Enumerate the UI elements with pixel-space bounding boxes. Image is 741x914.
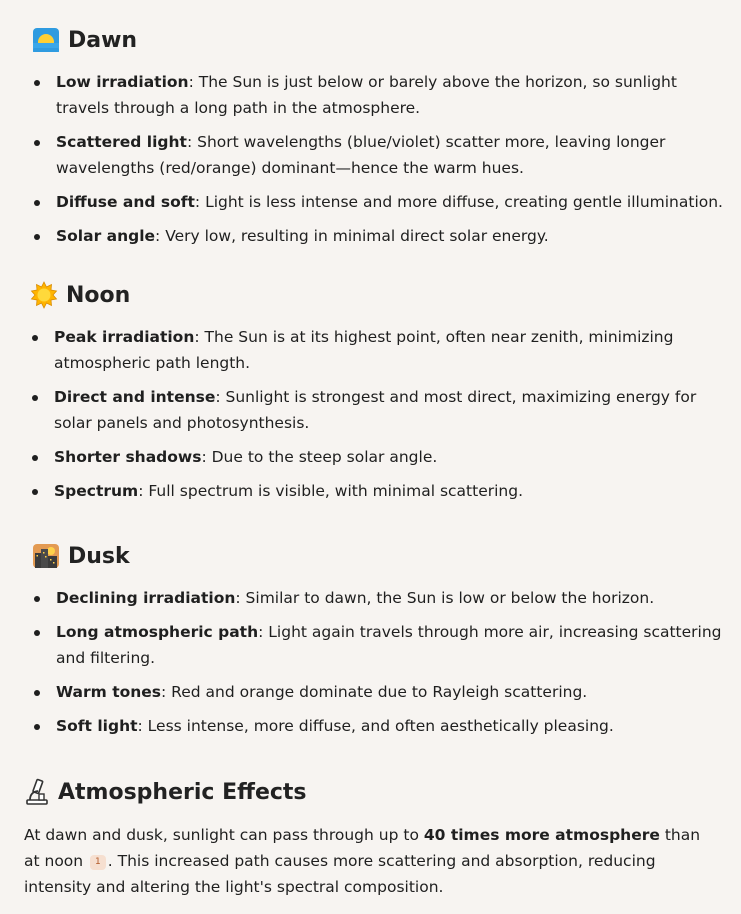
list-item: Declining irradiation: Similar to dawn, the Sun is low or below the horizon. bbox=[56, 585, 724, 611]
list-item: Direct and intense: Sunlight is strongest and most direct, maximizing energy for solar panels and photosynthesis. bbox=[54, 384, 724, 436]
dawn-section bbox=[0, 24, 741, 257]
effects-section bbox=[0, 776, 741, 900]
list-item: Spectrum: Full spectrum is visible, with minimal scattering. bbox=[54, 478, 724, 504]
effects-title: Atmospheric Effects bbox=[58, 779, 307, 805]
noon-list bbox=[54, 324, 724, 504]
list-item: Solar angle: Very low, resulting in minimal direct solar energy. bbox=[56, 223, 724, 249]
list-item: Shorter shadows: Due to the steep solar angle. bbox=[54, 444, 724, 470]
list-item: Warm tones: Red and orange dominate due to Rayleigh scattering. bbox=[56, 679, 724, 705]
dawn-title: Dawn bbox=[68, 27, 138, 53]
list-item: Diffuse and soft: Light is less intense and more diffuse, creating gentle illumination. bbox=[56, 189, 724, 215]
dusk-heading bbox=[32, 540, 741, 572]
list-item: Long atmospheric path: Light again travels through more air, increasing scattering and filtering. bbox=[56, 619, 724, 671]
city-dusk-icon bbox=[32, 542, 60, 570]
list-item: Peak irradiation: The Sun is at its highest point, often near zenith, minimizing atmospheric path length. bbox=[54, 324, 724, 376]
microscope-icon bbox=[24, 778, 52, 806]
effects-paragraph: At dawn and dusk, sunlight can pass through up to 40 times more atmosphere than at noon 1 . This increased path causes more scattering and absorption, reducing intensity and altering the light's spectral composition. bbox=[24, 826, 701, 896]
dawn-heading bbox=[32, 24, 741, 56]
dusk-section bbox=[0, 540, 741, 747]
dusk-list bbox=[56, 585, 724, 739]
effects-heading bbox=[24, 776, 741, 808]
citation-badge[interactable]: 1 bbox=[90, 855, 106, 870]
noon-heading bbox=[30, 279, 741, 311]
sun-icon bbox=[30, 281, 58, 309]
sunrise-icon bbox=[32, 26, 60, 54]
list-item: Scattered light: Short wavelengths (blue/violet) scatter more, leaving longer wavelengths (red/orange) dominant—hence the warm hues. bbox=[56, 129, 724, 181]
dawn-list bbox=[56, 69, 724, 249]
noon-section bbox=[0, 279, 741, 512]
dusk-title: Dusk bbox=[68, 543, 130, 569]
list-item: Soft light: Less intense, more diffuse, and often aesthetically pleasing. bbox=[56, 713, 724, 739]
list-item: Low irradiation: The Sun is just below or barely above the horizon, so sunlight travels through a long path in the atmosphere. bbox=[56, 69, 724, 121]
noon-title: Noon bbox=[66, 282, 131, 308]
